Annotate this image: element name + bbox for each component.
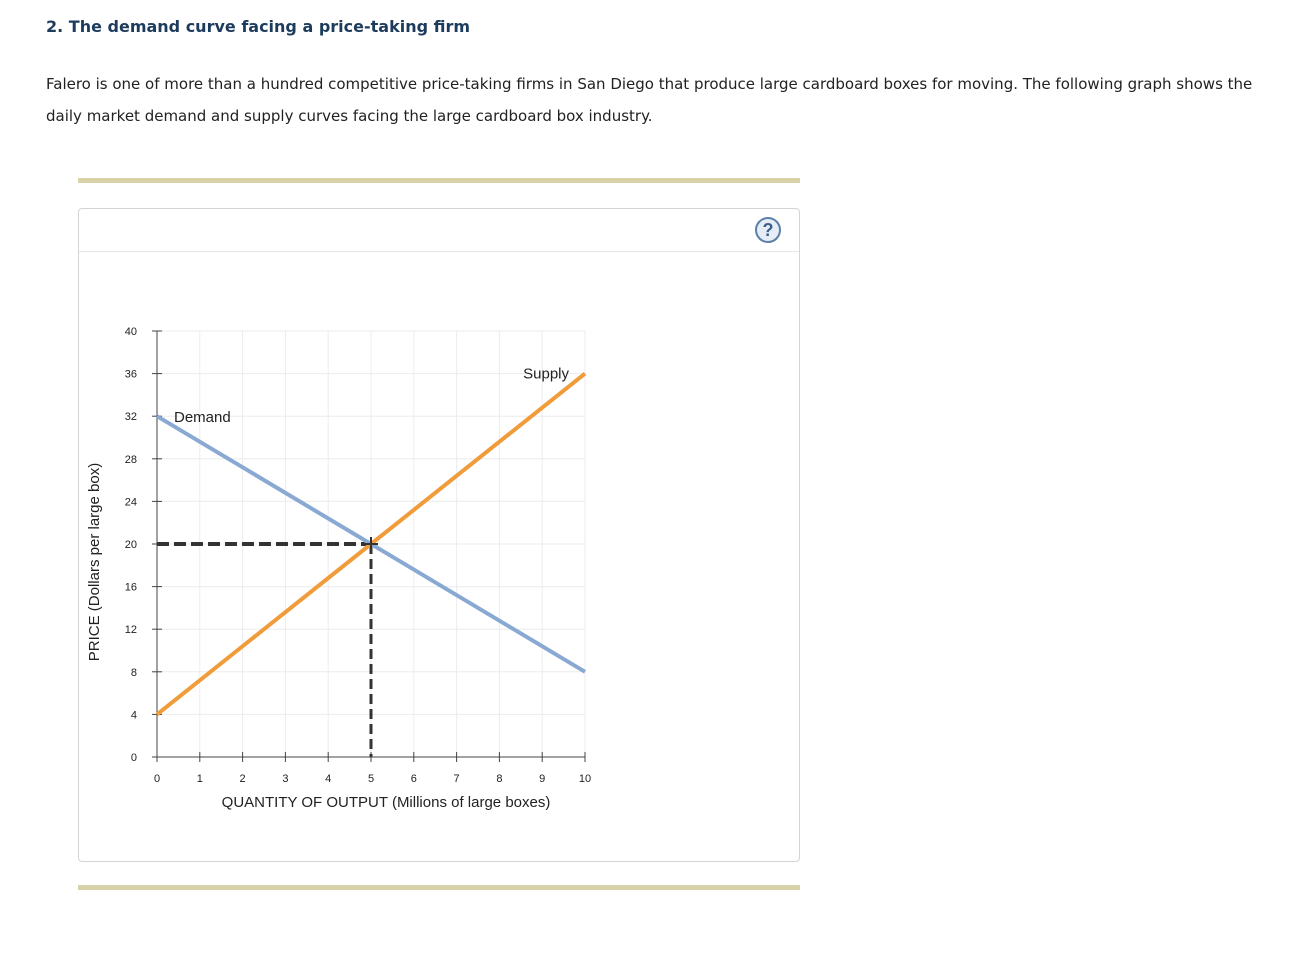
y-axis-title: PRICE (Dollars per large box) (86, 462, 103, 662)
x-tick-label-3: 3 (282, 773, 289, 785)
x-tick-label-9: 9 (539, 773, 546, 785)
x-tick-label-4: 4 (325, 773, 332, 785)
y-tick-label-16: 16 (124, 581, 137, 594)
question-intro: Falero is one of more than a hundred competitive price-taking firms in San Diego that produce large cardboard boxes for moving. The following graph shows the daily market demand and supply curves facing the large cardboard box industry. (46, 75, 1253, 125)
supply-label: Supply (523, 365, 569, 383)
y-tick-label-4: 4 (130, 709, 137, 722)
graph-panel (78, 208, 800, 862)
bottom-divider (78, 885, 800, 890)
y-tick-label-36: 36 (124, 368, 137, 381)
top-divider (78, 178, 800, 183)
y-tick-label-40: 40 (124, 326, 137, 338)
y-tick-label-24: 24 (124, 496, 137, 509)
question-title: 2. The demand curve facing a price-taking firm (46, 17, 471, 36)
x-tick-label-6: 6 (410, 773, 417, 785)
y-tick-label-28: 28 (124, 453, 137, 466)
y-tick-label-20: 20 (124, 539, 137, 551)
x-tick-label-5: 5 (367, 773, 375, 785)
demand-label: Demand (174, 409, 231, 427)
y-tick-label-32: 32 (124, 411, 137, 424)
x-tick-label-8: 8 (496, 773, 503, 785)
x-tick-label-7: 7 (453, 773, 460, 785)
y-tick-label-12: 12 (124, 624, 137, 637)
y-tick-label-8: 8 (130, 666, 137, 679)
x-axis-title: QUANTITY OF OUTPUT (Millions of large boxes) (221, 794, 551, 811)
chart (79, 209, 799, 861)
x-tick-label-1: 1 (196, 773, 203, 785)
x-tick-label-10: 10 (578, 773, 592, 785)
x-tick-label-2: 2 (239, 773, 246, 785)
y-tick-label-0: 0 (130, 752, 137, 764)
help-icon[interactable]: ? (755, 217, 781, 243)
x-tick-label-0: 0 (153, 773, 161, 785)
